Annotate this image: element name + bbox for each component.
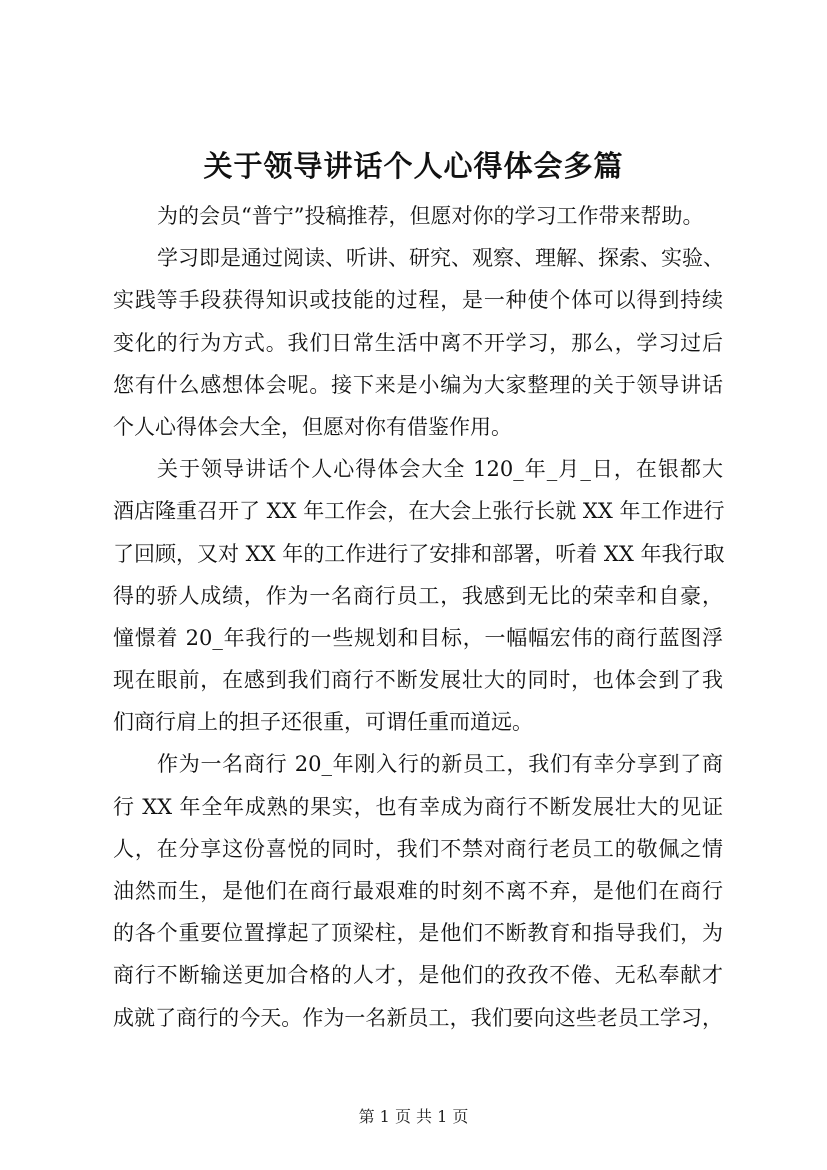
body-line: 个人心得体会大全，但愿对你有借鉴作用。 (113, 414, 512, 439)
body-line: 酒店隆重召开了 XX 年工作会，在大会上张行长就 XX 年工作进行 (113, 499, 725, 524)
body-line: 关于领导讲话个人心得体会大全 120_年_月_日，在银都大 (157, 457, 723, 482)
document-title: 关于领导讲话个人心得体会多篇 (203, 149, 624, 183)
document-body (113, 195, 723, 1039)
page-footer: 第 1 页 共 1 页 (358, 1107, 469, 1126)
body-line: 了回顾，又对 XX 年的工作进行了安排和部署，听着 XX 年我行取 (113, 541, 725, 566)
body-line: 成就了商行的今天。作为一名新员工，我们要向这些老员工学习， (113, 1005, 723, 1030)
body-line: 的各个重要位置撑起了顶梁柱，是他们不断教育和指导我们，为 (113, 921, 723, 946)
body-line: 油然而生，是他们在商行最艰难的时刻不离不弃，是他们在商行 (113, 879, 723, 903)
body-line: 人，在分享这份喜悦的同时，我们不禁对商行老员工的敬佩之情 (113, 836, 723, 861)
body-line: 现在眼前，在感到我们商行不断发展壮大的同时，也体会到了我 (113, 668, 723, 693)
body-line: 憧憬着 20_年我行的一些规划和目标，一幅幅宏伟的商行蓝图浮 (113, 625, 723, 650)
body-line: 商行不断输送更加合格的人才，是他们的孜孜不倦、无私奉献才 (113, 963, 723, 988)
body-line: 为的会员“普宁”投稿推荐，但愿对你的学习工作带来帮助。 (157, 204, 704, 228)
body-line: 得的骄人成绩，作为一名商行员工，我感到无比的荣幸和自豪， (113, 583, 723, 608)
body-line: 作为一名商行 20_年刚入行的新员工，我们有幸分享到了商 (157, 752, 723, 777)
body-line: 们商行肩上的担子还很重，可谓任重而道远。 (113, 710, 533, 735)
body-line: 变化的行为方式。我们日常生活中离不开学习，那么，学习过后 (113, 330, 723, 355)
body-line: 您有什么感想体会呢。接下来是小编为大家整理的关于领导讲话 (113, 372, 723, 397)
body-line: 实践等手段获得知识或技能的过程，是一种使个体可以得到持续 (113, 288, 723, 313)
body-line: 学习即是通过阅读、听讲、研究、观察、理解、探索、实验、 (157, 246, 724, 271)
body-line: 行 XX 年全年成熟的果实，也有幸成为商行不断发展壮大的见证 (113, 794, 723, 819)
